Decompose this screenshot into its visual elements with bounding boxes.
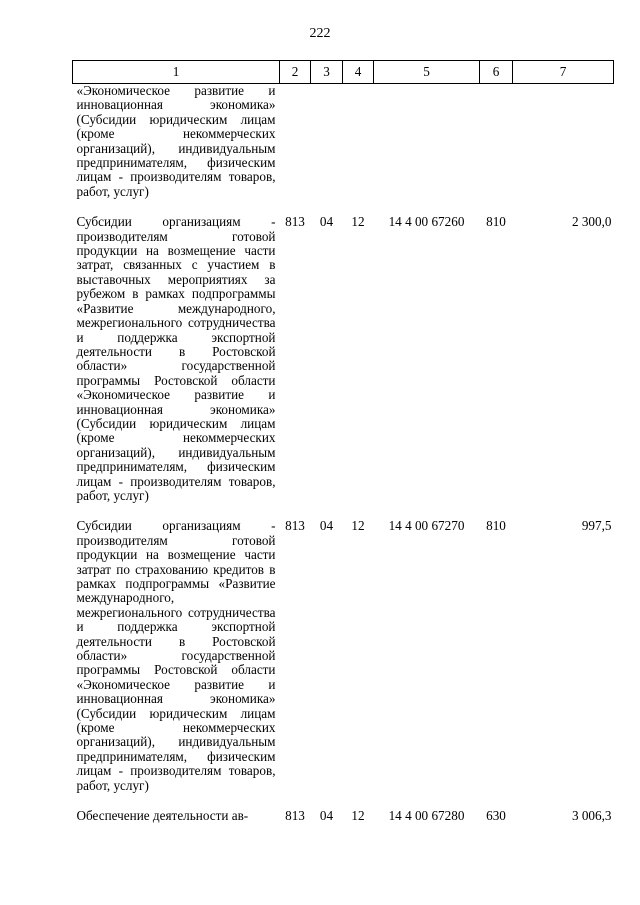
header-col-2: 2 <box>280 61 311 84</box>
row-name: «Экономическое развитие и инновационная экономика» (Субсидии юридическим лицам (кроме некоммерческих организаций), индивидуальным предпринимателям, физическим лицам - производителям товаров, работ, услуг) <box>76 83 276 199</box>
row-target-article: 14 4 00 67270 <box>388 518 465 534</box>
row-expense-type <box>480 84 513 200</box>
row-section: 04 <box>319 808 334 824</box>
header-col-5: 5 <box>374 61 480 84</box>
row-target-article <box>374 84 480 200</box>
budget-table <box>72 60 614 824</box>
row-spacer <box>73 793 614 809</box>
row-target-article: 14 4 00 67280 <box>388 808 465 824</box>
header-col-4: 4 <box>343 61 374 84</box>
header-col-1: 1 <box>73 61 280 84</box>
table-header-row <box>73 61 614 84</box>
row-amount: 997,5 <box>581 518 612 534</box>
row-section: 04 <box>319 214 334 230</box>
row-expense-type: 630 <box>486 808 506 824</box>
row-subsection: 12 <box>351 808 365 824</box>
header-col-7: 7 <box>513 61 614 84</box>
row-target-article: 14 4 00 67260 <box>388 214 465 230</box>
row-amount: 2 300,0 <box>571 214 612 230</box>
row-expense-type: 810 <box>486 518 506 534</box>
table-row <box>73 215 614 503</box>
table-row <box>73 519 614 793</box>
row-ministry-code: 813 <box>285 808 305 824</box>
row-section <box>311 84 343 200</box>
row-name: Обеспечение деятельности ав- <box>76 808 249 824</box>
row-ministry-code: 813 <box>285 214 305 230</box>
header-col-3: 3 <box>311 61 343 84</box>
row-spacer <box>73 503 614 519</box>
row-amount: 3 006,3 <box>571 808 612 824</box>
header-col-6: 6 <box>480 61 513 84</box>
table-row <box>73 84 614 200</box>
table-row <box>73 809 614 823</box>
row-subsection: 12 <box>351 518 365 534</box>
row-name: Субсидии организациям - производителям готовой продукции на возмещение части затрат по страхованию кредитов в рамках подпрограммы «Развитие международного, межрегионального сотрудничества и поддержка экспортной деятельности в Ростовской области» государственной программы Ростовской области «Экономическое развитие и инновационная экономика» (Субсидии юридическим лицам (кроме некоммерческих организаций), индивидуальным предпринимателям, физическим лицам - производителям товаров, работ, услуг) <box>76 518 276 793</box>
row-subsection: 12 <box>351 214 365 230</box>
row-ministry-code <box>280 84 311 200</box>
row-spacer <box>73 199 614 215</box>
page-number: 222 <box>309 26 331 41</box>
row-name: Субсидии организациям - производителям готовой продукции на возмещение части затрат, связанных с участием в выставочных мероприятиях за рубежом в рамках подпрограммы «Развитие международного, межрегионального сотрудничества и поддержка экспортной деятельности в Ростовской области» государственной программы Ростовской области «Экономическое развитие и инновационная экономика» (Субсидии юридическим лицам (кроме некоммерческих организаций), индивидуальным предпринимателям, физическим лицам - производителям товаров, работ, услуг) <box>76 214 276 503</box>
row-expense-type: 810 <box>486 214 506 230</box>
row-section: 04 <box>319 518 334 534</box>
row-amount <box>513 84 614 200</box>
row-ministry-code: 813 <box>285 518 305 534</box>
row-subsection <box>343 84 374 200</box>
